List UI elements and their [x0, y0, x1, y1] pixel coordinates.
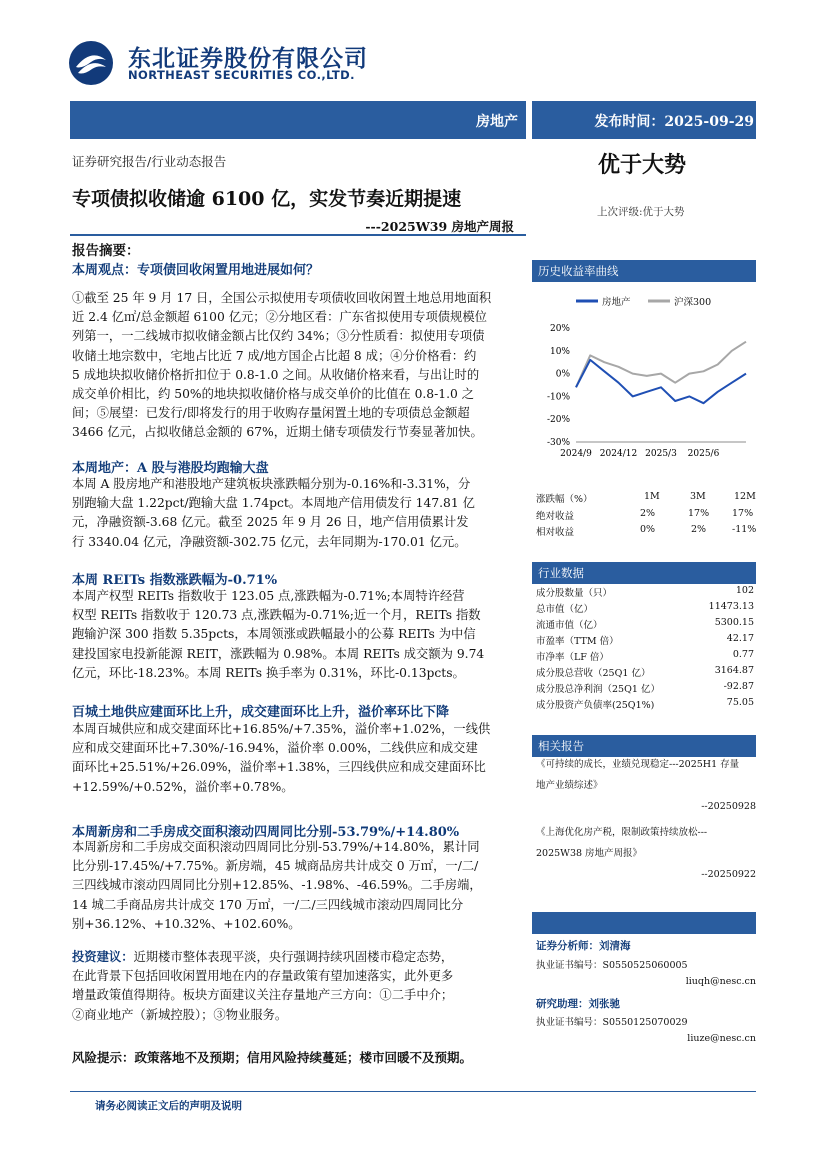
x-tick-label: 2025/6: [687, 449, 720, 459]
text-line: 在此背景下包括回收闲置用地在内的存量政策有望加速落实，此外更多: [72, 969, 454, 984]
page-subtitle: ---2025W39 房地产周报: [365, 219, 514, 234]
divider: [70, 234, 526, 236]
industry-row: [536, 681, 756, 698]
y-tick-label: -20%: [546, 415, 570, 426]
y-tick-label: 0%: [555, 369, 570, 380]
advice-label: 投资建议：: [72, 949, 134, 964]
abstract-label: 报告摘要：: [72, 243, 140, 259]
related-report-title: 2025W38 房地产周报》: [536, 848, 643, 859]
assistant-email: liuze@nesc.cn: [687, 1033, 756, 1044]
industry-label: 流通市值（亿）: [536, 620, 603, 631]
text-line: 别+36.12%、+10.32%、+102.60%。: [72, 916, 301, 931]
text-line: 三四线城市滚动四周同比分别+12.85%、-1.98%、-46.59%。二手房端，: [72, 878, 482, 893]
section-body-view: [72, 289, 524, 443]
x-tick-label: 2024/9: [560, 449, 592, 459]
industry-value: 102: [735, 585, 754, 596]
footer-divider: [70, 1091, 756, 1092]
industry-value: 42.17: [726, 633, 754, 644]
report-type: 证券研究报告/行业动态报告: [72, 154, 227, 169]
perf-header-row: [536, 491, 756, 506]
company-name-cn: 东北证券股份有限公司: [128, 46, 368, 72]
industry-label: 成分股总营收（25Q1 亿）: [536, 668, 651, 679]
industry-row: [536, 617, 756, 634]
text-line: 收储土地宗数中，宅地占比近 7 成/地方国企占比超 8 成；④分价格看：约: [72, 348, 477, 363]
text-line: 应和成交建面环比+7.30%/-16.94%，溢价率 0.00%，二线供应和成交建: [72, 741, 478, 756]
text-line: 别跑输大盘 1.22pct/跑输大盘 1.74pct。本周地产信用债发行 147.81 亿: [72, 496, 475, 511]
series-line: [576, 360, 746, 403]
industry-row: [536, 633, 756, 650]
perf-12m: 17%: [732, 508, 754, 519]
perf-1m: 0%: [640, 524, 656, 535]
analyst-header-bar: [532, 912, 756, 934]
perf-3m: 2%: [691, 524, 707, 535]
sector-banner: [70, 101, 526, 139]
x-tick-label: 2024/12: [599, 449, 638, 459]
text-line: 近 2.4 亿㎡/总金额超 6100 亿元；②分地区看：广东省拟使用专项债规模位: [72, 310, 487, 325]
text-line: 5 成地块拟收储价格折扣位于 0.8-1.0 之间。从收储价格来看，与出让时的: [72, 367, 480, 382]
analyst-name: 证券分析师：刘清海: [536, 940, 631, 952]
text-line: 权型 REITs 指数收于 120.73 点,涨跌幅为-0.71%;近一个月，REITs 指数: [72, 608, 481, 623]
perf-12m: -11%: [732, 524, 757, 535]
industry-label: 市净率（LF 倍）: [536, 652, 609, 663]
history-chart-header: 历史收益率曲线: [532, 260, 756, 282]
text-line: ①截至 25 年 9 月 17 日，全国公示拟使用专项债收回收闲置土地总用地面积: [72, 291, 492, 305]
text-line: 列第一，一二线城市拟收储金额占比仅约 34%；③分性质看：拟使用专项债: [72, 329, 485, 344]
industry-label: 总市值（亿）: [536, 604, 594, 615]
industry-value: 11473.13: [708, 601, 754, 612]
section-body-housing: [72, 838, 524, 934]
related-report-2: [536, 822, 758, 885]
section-body-market: [72, 475, 524, 552]
legend-label-csi300: 沪深300: [674, 297, 712, 308]
text-line: 本周产权型 REITs 指数收于 123.05 点,涨跌幅为-0.71%;本周特许经营: [72, 589, 465, 603]
perf-row-relative: [536, 524, 756, 539]
industry-label: 成分股资产负债率(25Q1%): [536, 700, 655, 711]
text-line: 建投国家电投新能源 REIT，涨跌幅为 0.98%。本周 REITs 成交额为 9.74: [72, 646, 485, 661]
industry-value: 3164.87: [714, 665, 754, 676]
perf-row-absolute: [536, 508, 756, 523]
investment-advice: [72, 947, 524, 1025]
industry-value: 5300.15: [714, 617, 754, 628]
text-line: 本周新房和二手房成交面积滚动四周同比分别-53.79%/+14.80%，累计同: [72, 840, 480, 854]
text-line: 行 3340.04 亿元，净融资额-302.75 亿元，去年同期为-170.01 亿元。: [72, 534, 467, 549]
related-reports-header: 相关报告: [532, 735, 756, 757]
text-line: 面环比+25.51%/+26.09%，溢价率+1.38%，三四线供应和成交建面环比: [72, 760, 486, 775]
text-line: +12.59%/+0.52%，溢价率+0.78%。: [72, 779, 294, 794]
perf-1m: 2%: [640, 508, 656, 519]
analyst-email: liuqh@nesc.cn: [685, 976, 756, 987]
perf-header-12m: 12M: [734, 491, 756, 502]
risk-warning: 风险提示：政策落地不及预期；信用风险持续蔓延；楼市回暖不及预期。: [72, 1050, 473, 1065]
industry-value: 75.05: [726, 697, 754, 708]
text-line: 本周百城供应和成交建面环比+16.85%/+7.35%，溢价率+1.02%，一线供: [72, 722, 491, 736]
text-line: 增量政策值得期待。板块方面建议关注存量地产三方向：①二手中介；: [72, 988, 454, 1003]
text-line: 间；⑤展望：已发行/即将发行的用于收购存量闲置土地的专项债总金额超: [72, 406, 470, 421]
industry-data-header: 行业数据: [532, 562, 756, 584]
industry-label: 成分股数量（只）: [536, 588, 613, 599]
related-report-title: 《可持续的成长，业绩兑现稳定---2025H1 存量: [536, 759, 740, 770]
section-body-land: [72, 720, 524, 797]
text-line: 跑输沪深 300 指数 5.35pcts，本周领涨或跌幅最小的公募 REITs 为中信: [72, 627, 476, 642]
section-heading-reits: 本周 REITs 指数涨跌幅为-0.71%: [72, 573, 278, 588]
text-line: 3466 亿元，占拟收储总金额的 67%，近期土储专项债发行节奏显著加快。: [72, 425, 483, 440]
section-heading-land: 百城土地供应建面环比上升，成交建面环比上升，溢价率环比下降: [72, 705, 450, 720]
sector-label: 房地产: [476, 114, 518, 130]
chart-legend: [576, 296, 711, 308]
series-line: [576, 342, 746, 388]
industry-row: [536, 585, 756, 602]
related-report-date: --20250928: [701, 801, 756, 812]
perf-label: 绝对收益: [536, 511, 575, 522]
section-heading-housing: 本周新房和二手房成交面积滚动四周同比分别-53.79%/+14.80%: [72, 825, 460, 840]
publish-date: 发布时间：2025-09-29: [594, 114, 754, 130]
text-line: ②商业地产（新城控股）；③物业服务。: [72, 1007, 288, 1022]
perf-header-label: 涨跌幅（%）: [536, 494, 593, 505]
text-line: [72, 947, 524, 967]
industry-row: [536, 665, 756, 682]
section-heading-view: 本周观点：专项债回收闲置用地进展如何？: [72, 263, 320, 278]
industry-row: [536, 601, 756, 618]
industry-label: 成分股总净利润（25Q1 亿）: [536, 684, 660, 695]
industry-row: [536, 649, 756, 666]
text-line: 比分别-17.45%/+7.75%。新房端，45 城商品房共计成交 0 万㎡，一/二/: [72, 859, 479, 874]
y-tick-label: 10%: [549, 346, 570, 357]
industry-label: 市盈率（TTM 倍）: [536, 636, 619, 647]
text-line: 元，净融资额-3.68 亿元。截至 2025 年 9 月 26 日，地产信用债累计发: [72, 515, 469, 530]
industry-value: 0.77: [732, 649, 754, 660]
company-logo-icon: [68, 40, 114, 86]
text-line: 本周 A 股房地产和港股地产建筑板块涨跌幅分别为-0.16%和-3.31%，分: [72, 477, 471, 491]
x-tick-label: 2025/3: [645, 449, 677, 459]
related-report-title: 地产业绩综述》: [536, 780, 603, 791]
perf-label: 相对收益: [536, 527, 575, 538]
perf-header-3m: 3M: [690, 491, 706, 502]
industry-row: [536, 697, 756, 714]
rating: 优于大势: [598, 152, 687, 178]
company-name-en: NORTHEAST SECURITIES CO.,LTD.: [128, 68, 355, 82]
text-line: 亿元，环比-18.23%。本周 REITs 换手率为 0.31%，环比-0.13pcts。: [72, 665, 465, 680]
section-body-reits: [72, 587, 524, 683]
text-line: 14 城二手商品房共计成交 170 万㎡，一/二/三四线城市滚动四周同比分: [72, 897, 464, 912]
text-line: 成交单价相比，约 50%的地块拟收储价格与成交单价的比值在 0.8-1.0 之: [72, 387, 475, 402]
section-heading-market: 本周地产：A 股与港股均跑输大盘: [72, 461, 269, 476]
page-title: 专项债拟收储逾 6100 亿，实发节奏近期提速: [72, 188, 462, 210]
related-report-1: [536, 754, 758, 817]
previous-rating: 上次评级:优于大势: [597, 206, 685, 218]
history-return-chart: [532, 288, 758, 466]
related-report-title: 《上海优化房产税，限制政策持续放松---: [536, 827, 708, 838]
y-tick-label: -10%: [546, 392, 570, 403]
perf-3m: 17%: [688, 508, 710, 519]
assistant-name: 研究助理：刘张驰: [536, 998, 620, 1010]
assistant-cert: 执业证书编号：S0550125070029: [536, 1017, 688, 1028]
advice-line: 近期楼市整体表现平淡，央行强调持续巩固楼市稳定态势，: [133, 950, 454, 964]
industry-value: -92.87: [723, 681, 754, 692]
y-tick-label: -30%: [546, 438, 570, 448]
related-report-date: --20250922: [701, 869, 756, 880]
y-tick-label: 20%: [549, 324, 570, 334]
footer-disclaimer: 请务必阅读正文后的声明及说明: [95, 1100, 242, 1112]
analyst-cert: 执业证书编号：S0550525060005: [536, 960, 688, 971]
legend-label-realestate: 房地产: [602, 297, 631, 308]
perf-header-1m: 1M: [644, 491, 660, 502]
